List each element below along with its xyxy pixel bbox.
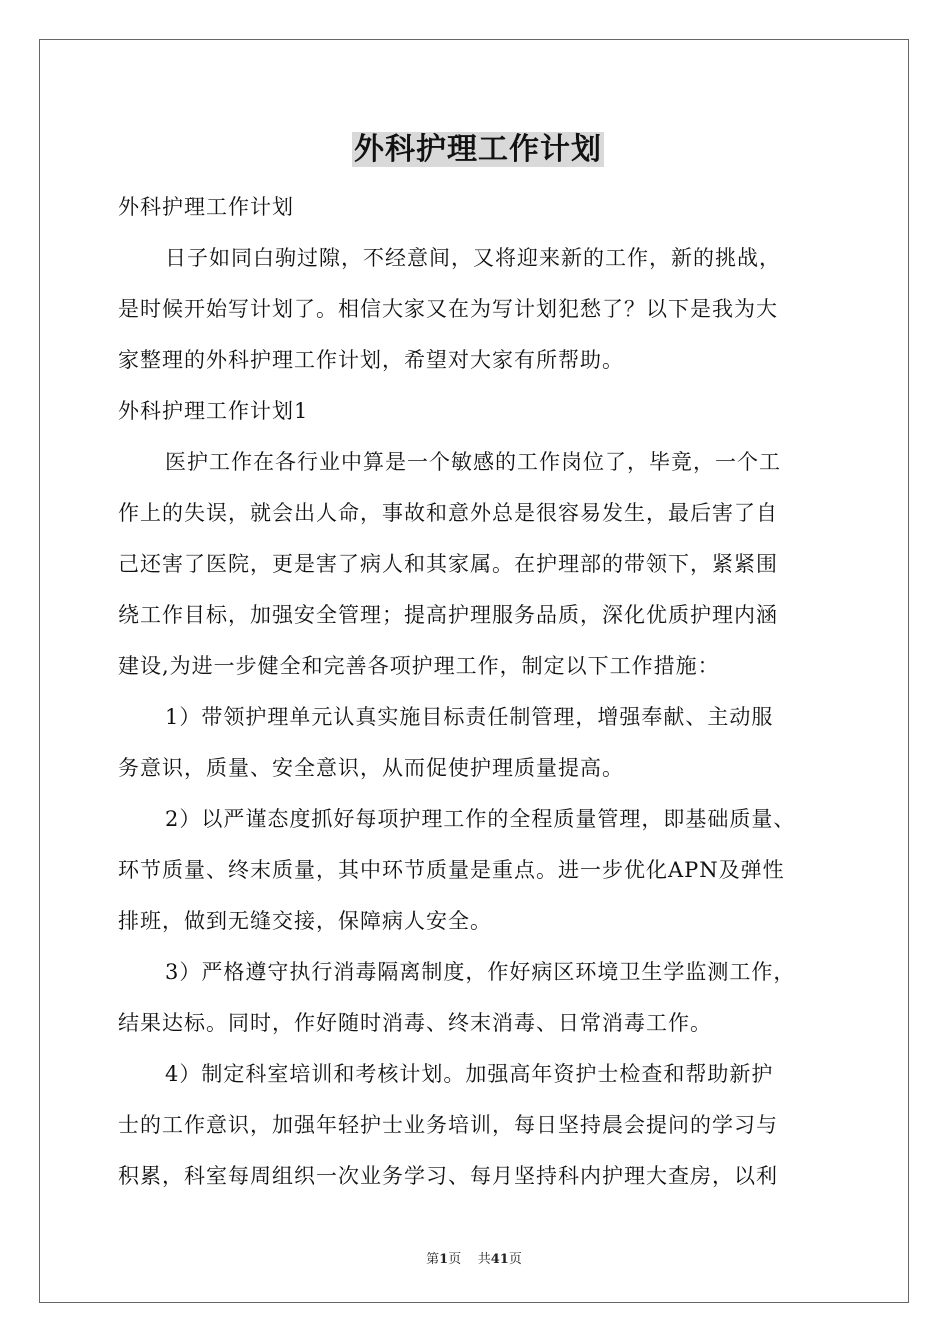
footer-page-suffix: 页 [448,1252,462,1267]
footer-page-number: 1 [439,1252,449,1267]
document-title [118,128,838,172]
text-line: 4）制定科室培训和考核计划。加强高年资护士检查和帮助新护 [165,1062,774,1086]
text-line: 3）严格遵守执行消毒隔离制度，作好病区环境卫生学监测工作， [165,960,796,984]
footer-total-pages: 41 [490,1252,509,1267]
text-line: 排班，做到无缝交接，保障病人安全。 [118,909,492,933]
text-line: 1）带领护理单元认真实施目标责任制管理，增强奉献、主动服 [165,705,774,729]
document-body [118,128,838,1202]
footer-total-suffix: 页 [508,1252,522,1267]
text-line: 士的工作意识，加强年轻护士业务培训，每日坚持晨会提问的学习与 [118,1113,778,1137]
text-line: 家整理的外科护理工作计划，希望对大家有所帮助。 [118,348,624,372]
text-line: 医护工作在各行业中算是一个敏感的工作岗位了，毕竟，一个工 [165,450,781,474]
text-line: 结果达标。同时，作好随时消毒、终末消毒、日常消毒工作。 [118,1011,712,1035]
document-title-text: 外科护理工作计划 [354,132,602,167]
text-line: 2）以严谨态度抓好每项护理工作的全程质量管理，即基础质量、 [165,807,796,831]
footer-page-prefix: 第 [426,1252,440,1267]
text-line: 外科护理工作计划1 [118,399,309,423]
text-line: 务意识，质量、安全意识，从而促使护理质量提高。 [118,756,624,780]
text-line: 日子如同白驹过隙，不经意间，又将迎来新的工作，新的挑战， [165,246,781,270]
text-line: 积累，科室每周组织一次业务学习、每月坚持科内护理大查房，以利 [118,1164,778,1188]
text-line: 外科护理工作计划 [118,195,294,219]
text-line: 是时候开始写计划了。相信大家又在为写计划犯愁了？以下是我为大 [118,297,778,321]
text-line: 作上的失误，就会出人命，事故和意外总是很容易发生，最后害了自 [118,501,778,525]
footer-total-prefix: 共 [477,1252,491,1267]
text-line: 环节质量、终末质量，其中环节质量是重点。进一步优化APN及弹性 [118,858,785,882]
document-text [118,182,838,1202]
text-line: 己还害了医院，更是害了病人和其家属。在护理部的带领下，紧紧围 [118,552,778,576]
text-line: 绕工作目标，加强安全管理；提高护理服务品质，深化优质护理内涵 [118,603,778,627]
document-page [39,39,909,1303]
text-line: 建设,为进一步健全和完善各项护理工作，制定以下工作措施： [118,654,720,678]
page-footer [40,1248,908,1267]
